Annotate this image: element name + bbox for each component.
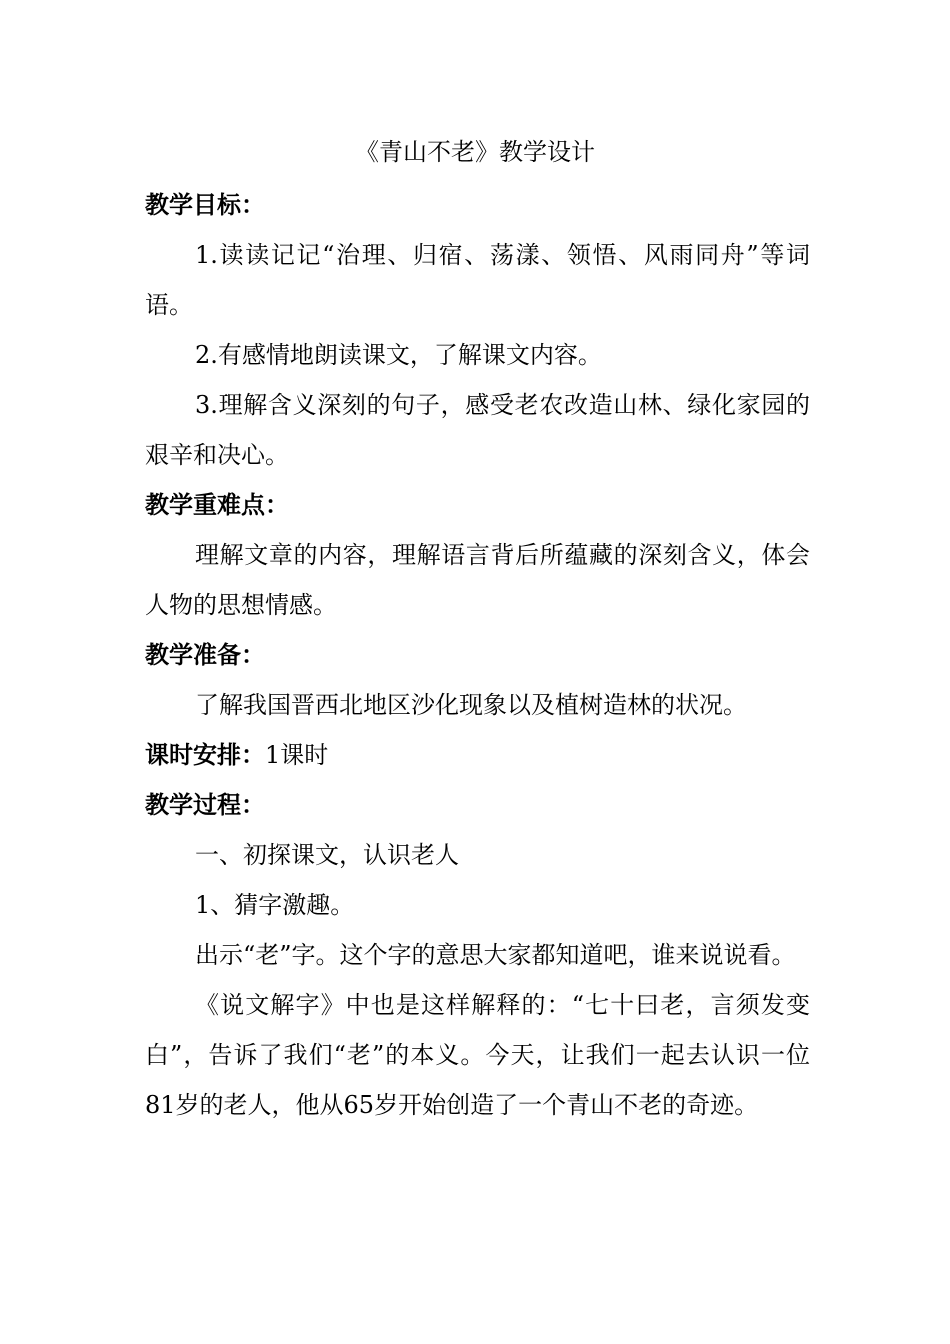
schedule-value: 1课时 <box>265 741 329 769</box>
schedule-line <box>145 730 810 780</box>
process-substep: 1、猜字激趣。 <box>195 891 355 919</box>
schedule-heading: 课时安排： <box>145 740 265 769</box>
process-paragraph: 《说文解字》中也是这样解释的：“七十曰老，言须发变白”，告诉了我们“老”的本义。今天，让我们一起去认识一位81岁的老人，他从65岁开始创造了一个青山不老的奇迹。 <box>145 991 810 1119</box>
process-step-title: 一、初探课文，认识老人 <box>195 841 459 869</box>
preparation-heading: 教学准备： <box>145 640 265 669</box>
objectives-heading: 教学目标： <box>145 190 265 219</box>
key-points-heading: 教学重难点： <box>145 490 289 519</box>
objective-item: 3.理解含义深刻的句子，感受老农改造山林、绿化家园的艰辛和决心。 <box>145 391 810 469</box>
key-points-text: 理解文章的内容，理解语言背后所蕴藏的深刻含义，体会人物的思想情感。 <box>145 541 810 619</box>
preparation-text: 了解我国晋西北地区沙化现象以及植树造林的状况。 <box>195 691 747 719</box>
document-title: 《青山不老》教学设计 <box>355 138 595 166</box>
process-paragraph: 出示“老”字。这个字的意思大家都知道吧，谁来说说看。 <box>195 941 796 969</box>
objective-item: 1.读读记记“治理、归宿、荡漾、领悟、风雨同舟”等词语。 <box>145 241 810 319</box>
process-heading: 教学过程： <box>145 790 265 819</box>
objective-item: 2.有感情地朗读课文，了解课文内容。 <box>195 341 602 369</box>
document-body <box>145 180 810 1130</box>
